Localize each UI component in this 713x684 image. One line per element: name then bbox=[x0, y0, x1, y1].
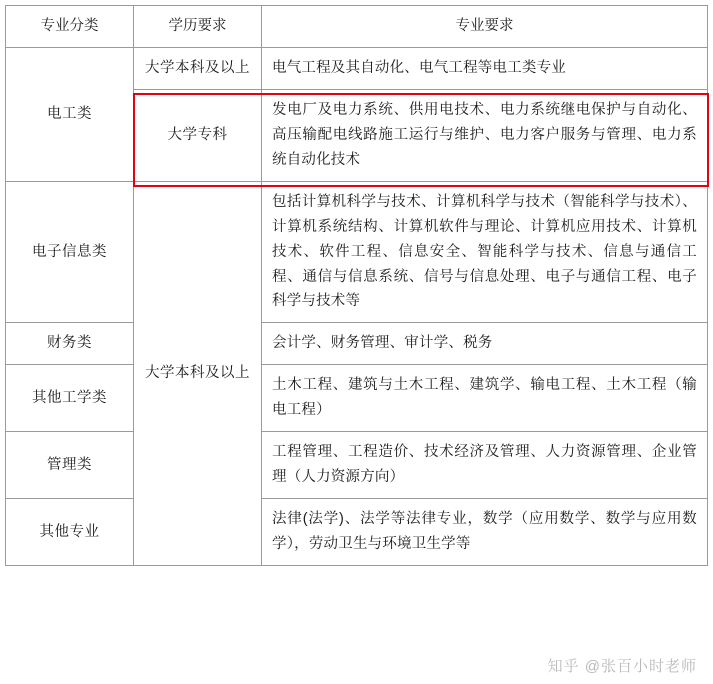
cell-category: 电工类 bbox=[6, 47, 134, 181]
cell-requirement: 电气工程及其自动化、电气工程等电工类专业 bbox=[262, 47, 708, 89]
column-header-education: 学历要求 bbox=[134, 6, 262, 48]
table-row bbox=[6, 181, 708, 323]
cell-category: 管理类 bbox=[6, 432, 134, 499]
cell-requirement: 土木工程、建筑与土木工程、建筑学、输电工程、土木工程（输电工程） bbox=[262, 365, 708, 432]
cell-requirement: 法律(法学)、法学等法律专业，数学（应用数学、数学与应用数学），劳动卫生与环境卫生学等 bbox=[262, 499, 708, 566]
cell-education: 大学本科及以上 bbox=[134, 181, 262, 565]
cell-requirement: 会计学、财务管理、审计学、税务 bbox=[262, 323, 708, 365]
table-row bbox=[6, 499, 708, 566]
cell-education: 大学专科 bbox=[134, 89, 262, 181]
column-header-category: 专业分类 bbox=[6, 6, 134, 48]
cell-education: 大学本科及以上 bbox=[134, 47, 262, 89]
table-header-row bbox=[6, 6, 708, 48]
cell-category: 电子信息类 bbox=[6, 181, 134, 323]
cell-category: 其他工学类 bbox=[6, 365, 134, 432]
table-row bbox=[6, 47, 708, 89]
watermark-text: 知乎 @张百小时老师 bbox=[547, 658, 697, 675]
table-body bbox=[6, 47, 708, 565]
table-header bbox=[6, 6, 708, 48]
table-row bbox=[6, 432, 708, 499]
cell-requirement: 工程管理、工程造价、技术经济及管理、人力资源管理、企业管理（人力资源方向） bbox=[262, 432, 708, 499]
major-requirements-table bbox=[5, 5, 708, 566]
cell-requirement: 包括计算机科学与技术、计算机科学与技术（智能科学与技术）、计算机系统结构、计算机软件与理论、计算机应用技术、计算机技术、软件工程、信息安全、智能科学与技术、信息与通信工程、通信与信息系统、信号与信息处理、电子与通信工程、电子科学与技术等 bbox=[262, 181, 708, 323]
cell-requirement: 发电厂及电力系统、供用电技术、电力系统继电保护与自动化、高压输配电线路施工运行与维护、电力客户服务与管理、电力系统自动化技术 bbox=[262, 89, 708, 181]
table-row bbox=[6, 365, 708, 432]
cell-category: 其他专业 bbox=[6, 499, 134, 566]
cell-category: 财务类 bbox=[6, 323, 134, 365]
table-row bbox=[6, 323, 708, 365]
column-header-requirement: 专业要求 bbox=[262, 6, 708, 48]
